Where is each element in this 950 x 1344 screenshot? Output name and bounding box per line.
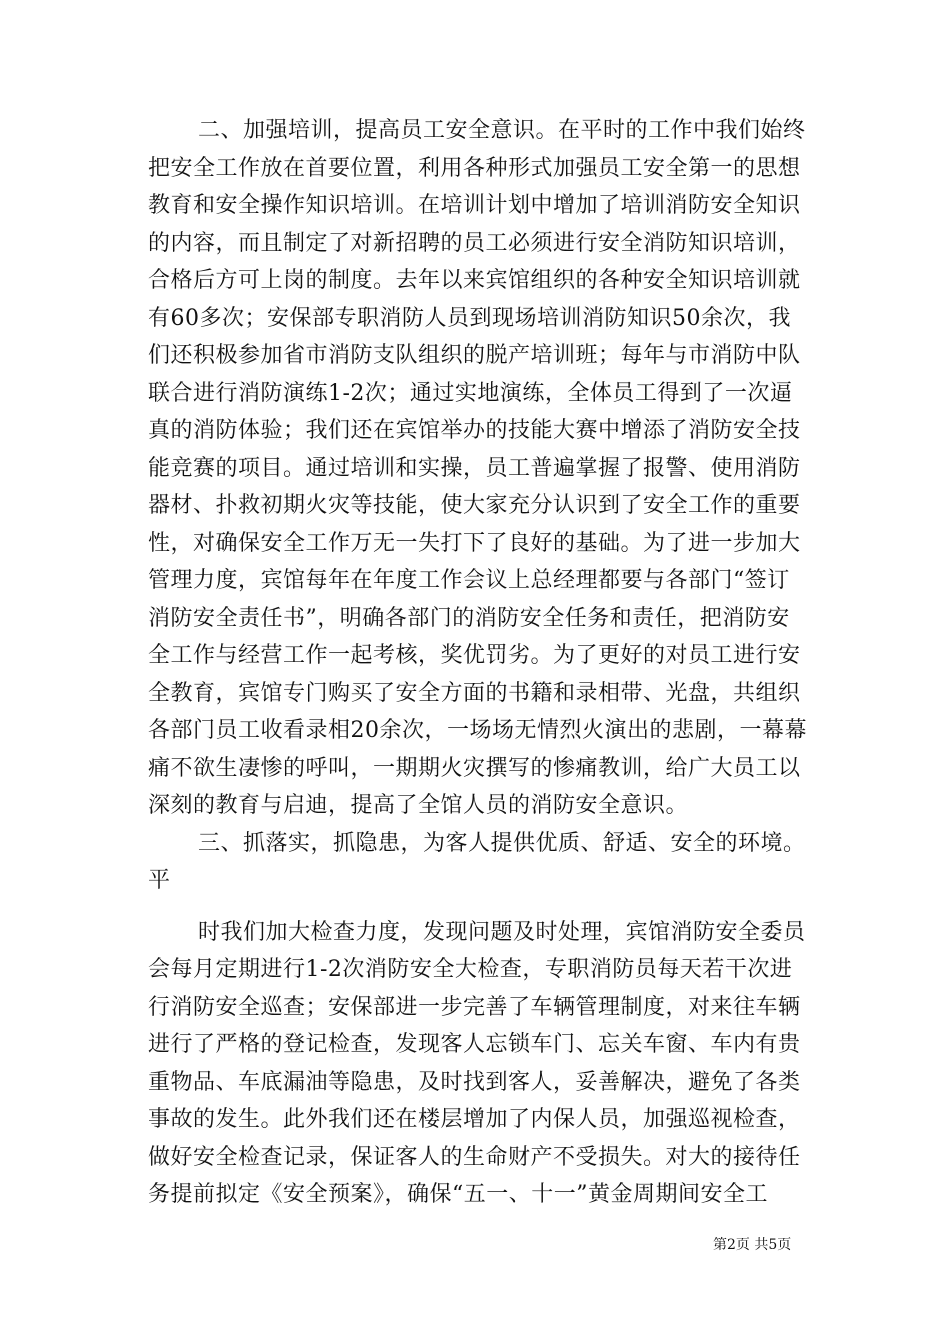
text-line: 把安全工作放在首要位置，利用各种形式加强员工安全第一的思想	[148, 155, 801, 181]
text-line: 教育和安全操作知识培训。在培训计划中增加了培训消防安全知识	[148, 193, 801, 218]
text-line: 重物品、车底漏油等隐患，及时找到客人，妥善解决，避免了各类	[148, 1069, 801, 1095]
text-line: 会每月定期进行1-2次消防安全大检查，专职消防员每天若干次进	[148, 957, 793, 982]
text-line: 事故的发生。此外我们还在楼层增加了内保人员，加强巡视检查，	[148, 1107, 801, 1132]
text-line: 时我们加大检查力度，发现问题及时处理，宾馆消防安全委员	[198, 919, 806, 945]
page-number: 第2页 共5页	[713, 1237, 792, 1253]
text-line: 真的消防体验；我们还在宾馆举办的技能大赛中增添了消防安全技	[148, 418, 801, 443]
text-line: 性，对确保安全工作万无一失打下了良好的基础。为了进一步加大	[148, 530, 801, 556]
text-line: 们还积极参加省市消防支队组织的脱产培训班；每年与市消防中队	[148, 343, 801, 368]
document-body	[148, 112, 808, 1214]
text-line: 联合进行消防演练1-2次；通过实地演练，全体员工得到了一次逼	[148, 380, 793, 406]
text-line: 有60多次；安保部专职消防人员到现场培训消防知识50余次，我	[148, 305, 791, 331]
text-line: 的内容，而且制定了对新招聘的员工必须进行安全消防知识培训，	[148, 230, 801, 256]
text-line: 进行了严格的登记检查，发现客人忘锁车门、忘关车窗、车内有贵	[148, 1032, 801, 1057]
text-line: 三、抓落实，抓隐患，为客人提供优质、舒适、安全的环境。	[198, 830, 806, 856]
text-line: 各部门员工收看录相20余次，一场场无情烈火演出的悲剧，一幕幕	[148, 718, 807, 743]
text-line: 合格后方可上岗的制度。去年以来宾馆组织的各种安全知识培训就	[148, 268, 801, 293]
text-line: 做好安全检查记录，保证客人的生命财产不受损失。对大的接待任	[148, 1144, 801, 1170]
text-line: 全教育，宾馆专门购买了安全方面的书籍和录相带、光盘，共组织	[148, 680, 801, 706]
text-line: 消防安全责任书”，明确各部门的消防安全任务和责任，把消防安	[148, 605, 790, 631]
text-line: 管理力度，宾馆每年在年度工作会议上总经理都要与各部门“签订	[148, 568, 790, 593]
text-line: 痛不欲生凄惨的呼叫，一期期火灾撰写的惨痛教训，给广大员工以	[148, 755, 801, 781]
text-line: 务提前拟定《安全预案》，确保“五一、十一”黄金周期间安全工	[148, 1182, 768, 1207]
text-line: 行消防安全巡查；安保部进一步完善了车辆管理制度，对来往车辆	[148, 994, 801, 1020]
text-line: 平	[148, 868, 171, 893]
text-line: 全工作与经营工作一起考核，奖优罚劣。为了更好的对员工进行安	[148, 643, 801, 668]
text-line: 二、加强培训，提高员工安全意识。在平时的工作中我们始终	[198, 118, 806, 143]
text-line: 器材、扑救初期火灾等技能，使大家充分认识到了安全工作的重要	[148, 493, 801, 518]
text-line: 深刻的教育与启迪，提高了全馆人员的消防安全意识。	[148, 793, 689, 818]
text-line: 能竞赛的项目。通过培训和实操，员工普遍掌握了报警、使用消防	[148, 455, 801, 481]
